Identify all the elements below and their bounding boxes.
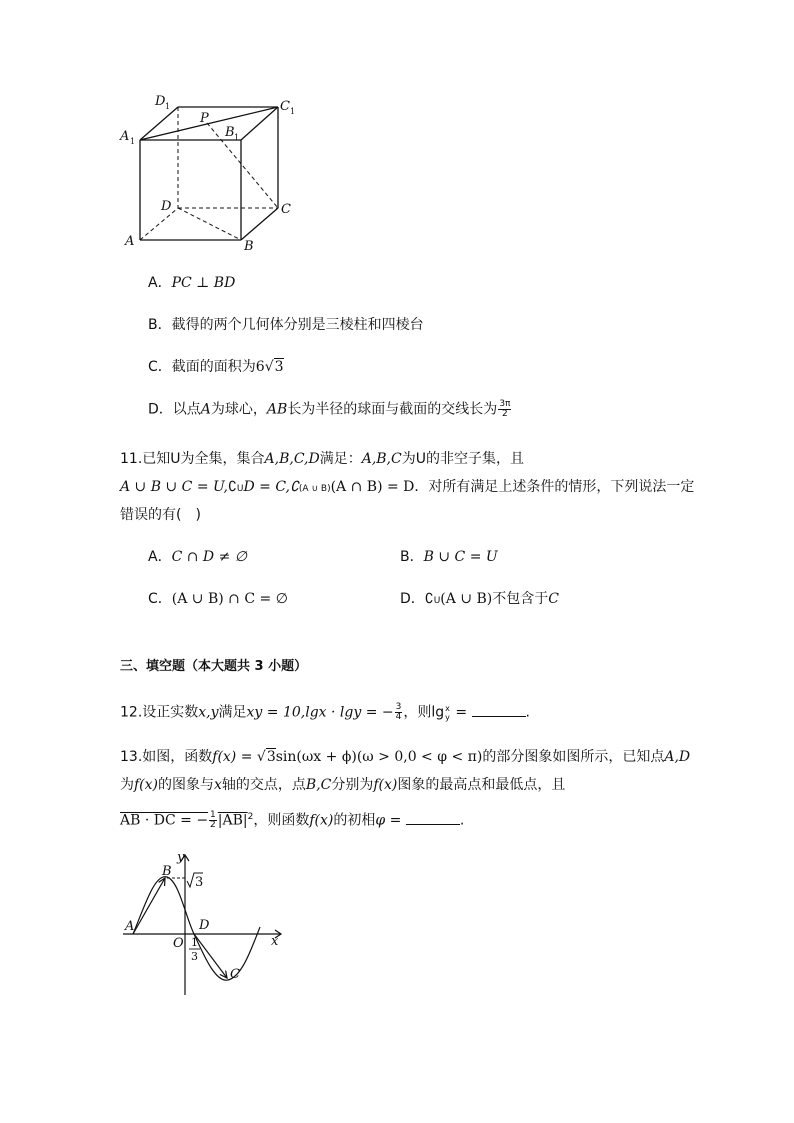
graph-label-x: x	[271, 934, 279, 949]
label-D: D	[161, 199, 172, 214]
q13-answer-blank[interactable]	[406, 812, 460, 825]
q13-line1: 13.如图，函数f(x) = √3sin(ωx + ϕ)(ω > 0,0 < φ < π)的部分图象如图所示，已知点A,D	[120, 749, 691, 765]
graph-label-D: D	[199, 918, 210, 933]
graph-frac-den: 3	[191, 950, 198, 963]
graph-label-B: B	[162, 864, 172, 879]
q11-line2: A ∪ B ∪ C = U,∁UD = C,∁(A ∪ B)(A ∩ B) = D．对所有满足上述条件的情形，下列说法一定	[120, 479, 695, 495]
label-P: P	[200, 111, 209, 126]
q11-option-b[interactable]: B．B ∪ C = U	[400, 549, 498, 565]
q10-option-d[interactable]: D．以点A为球心，AB长为半径的球面与截面的交线长为 $\frac{3\pi}{2}$	[148, 399, 511, 419]
label-D1: D	[155, 94, 166, 109]
q13-line2: 为f(x)的图象与x轴的交点，点B,C分别为f(x)图象的最高点和最低点，且	[120, 777, 566, 793]
label-A1: A	[120, 129, 130, 144]
q12-answer-blank[interactable]	[472, 704, 526, 717]
graph-label-A: A	[125, 919, 135, 934]
graph-label-root3: 3	[195, 875, 204, 890]
cube-figure	[115, 92, 315, 257]
q11-option-d[interactable]: D．∁U(A ∪ B)不包含于C	[400, 591, 559, 607]
graph-label-y: y	[177, 850, 185, 865]
section-title: 三、填空题（本大题共 3 小题）	[120, 659, 308, 674]
label-B: B	[244, 239, 254, 254]
label-C1: C	[280, 99, 290, 114]
label-C1-sub: 1	[290, 107, 296, 116]
q12-line: 12.设正实数x,y满足xy = 10,lgx · lgy = − $\frac{3}{4}$ ，则lg x y = .	[120, 702, 530, 722]
graph-frac-num: 1	[191, 936, 198, 949]
graph-label-O: O	[173, 936, 184, 951]
q10-option-b[interactable]: B．截得的两个几何体分别是三棱柱和四棱台	[148, 317, 424, 333]
sine-graph	[115, 845, 290, 1005]
label-B1: B	[225, 125, 235, 140]
label-B1-sub: 1	[234, 133, 240, 142]
graph-label-C: C	[230, 967, 240, 982]
q11-option-a[interactable]: A．C ∩ D ≠ ∅	[148, 549, 247, 565]
q11-option-c[interactable]: C．(A ∪ B) ∩ C = ∅	[148, 591, 288, 607]
label-A1-sub: 1	[130, 137, 136, 146]
q11-line1: 11.已知U为全集，集合A,B,C,D满足：A,B,C为U的非空子集，且	[120, 451, 524, 467]
label-D1-sub: 1	[165, 102, 171, 111]
q13-line3: AB · DC = − $\frac{1}{2}$ $|AB|^2$，则函数f(x)的初相φ = .	[120, 810, 465, 831]
q10-option-c[interactable]: C．截面的面积为6√3	[148, 359, 284, 375]
q11-line3: 错误的有( )	[120, 507, 201, 523]
q10-option-a[interactable]: A．PC ⊥ BD	[148, 275, 236, 291]
label-C: C	[281, 202, 291, 217]
label-A: A	[125, 234, 135, 249]
